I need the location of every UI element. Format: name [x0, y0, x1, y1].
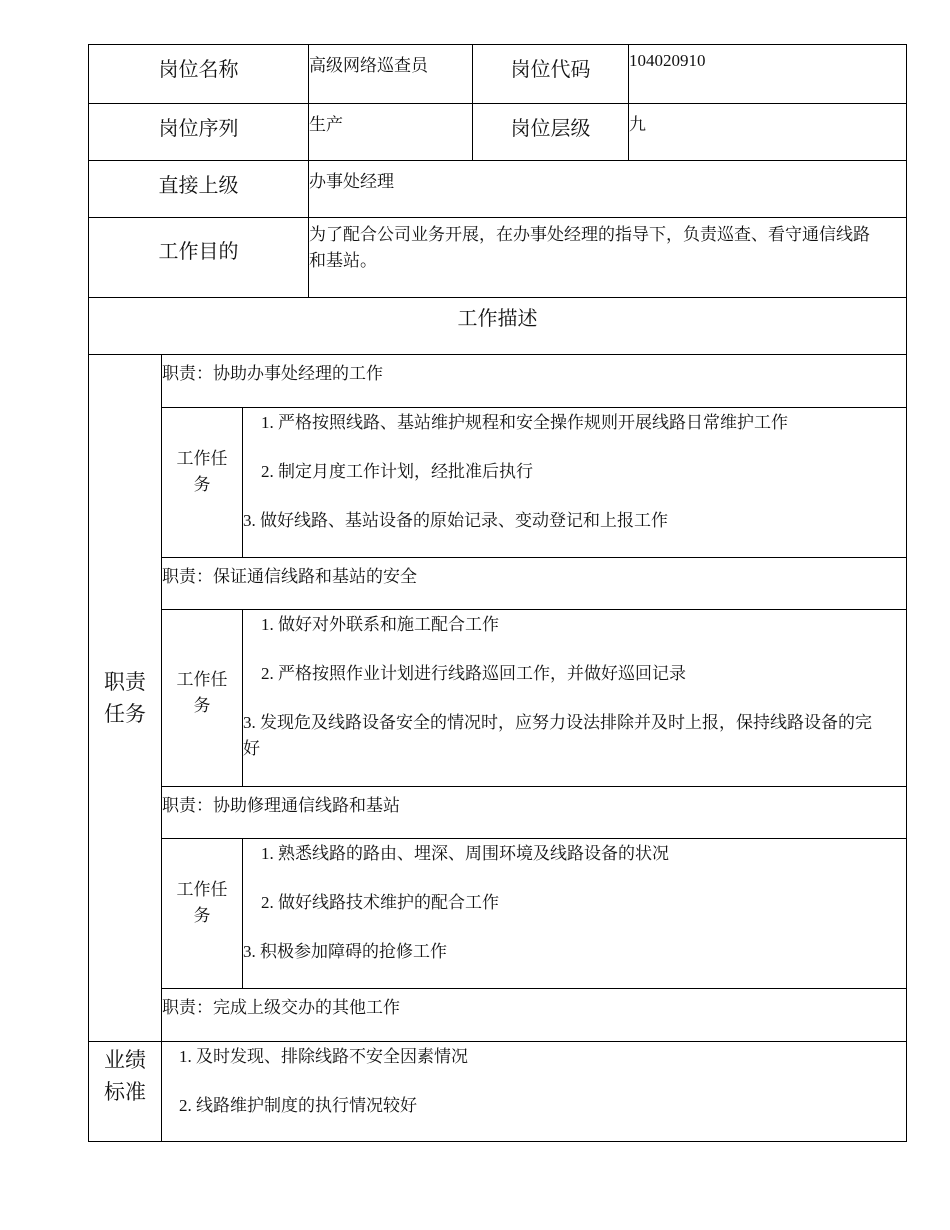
- task-label-3: 工作任务: [176, 879, 228, 925]
- duty-2: 职责：保证通信线路和基站的安全: [161, 557, 907, 610]
- performance-label-cell: [88, 1041, 162, 1142]
- task-3-3: 3. 积极参加障碍的抢修工作: [243, 942, 447, 961]
- task-list-1: [242, 407, 907, 558]
- post-sequence-label: 岗位序列: [88, 103, 309, 161]
- task-list-3: [242, 838, 907, 989]
- post-name-label: 岗位名称: [88, 44, 309, 104]
- performance-label: 业绩标准: [104, 1048, 146, 1104]
- task-list-2: [242, 609, 907, 787]
- post-code-label: 岗位代码: [472, 44, 629, 104]
- task-2-2: 2. 严格按照作业计划进行线路巡回工作，并做好巡回记录: [261, 664, 686, 683]
- task-1-1: 1. 严格按照线路、基站维护规程和安全操作规则开展线路日常维护工作: [261, 413, 788, 432]
- superior-value: 办事处经理: [308, 160, 907, 218]
- post-sequence-value: 生产: [308, 103, 473, 161]
- performance-list: [161, 1041, 907, 1142]
- superior-label: 直接上级: [88, 160, 309, 218]
- task-label-cell-3: [161, 838, 243, 989]
- duty-3: 职责：协助修理通信线路和基站: [161, 786, 907, 839]
- purpose-label: 工作目的: [88, 217, 309, 298]
- task-3-1: 1. 熟悉线路的路由、埋深、周围环境及线路设备的状况: [261, 844, 669, 863]
- post-level-label: 岗位层级: [472, 103, 629, 161]
- task-label-cell-2: [161, 609, 243, 787]
- task-label-1: 工作任务: [176, 448, 228, 494]
- duty-1: 职责：协助办事处经理的工作: [161, 354, 907, 408]
- duty-4: 职责：完成上级交办的其他工作: [161, 988, 907, 1042]
- task-label-2: 工作任务: [176, 670, 228, 715]
- task-1-2: 2. 制定月度工作计划，经批准后执行: [261, 462, 533, 481]
- purpose-value: 为了配合公司业务开展，在办事处经理的指导下，负责巡查、看守通信线路和基站。: [308, 217, 907, 298]
- post-level-value: 九: [628, 103, 907, 161]
- work-description-title: 工作描述: [88, 297, 907, 355]
- performance-item-2: 2. 线路维护制度的执行情况较好: [179, 1096, 417, 1115]
- task-2-3: 3. 发现危及线路设备安全的情况时，应努力设法排除并及时上报，保持线路设备的完好: [243, 713, 872, 758]
- task-label-cell-1: [161, 407, 243, 558]
- post-name-value: 高级网络巡查员: [308, 44, 473, 104]
- duties-label: 职责任务: [104, 670, 146, 726]
- task-3-2: 2. 做好线路技术维护的配合工作: [261, 893, 499, 912]
- performance-item-1: 1. 及时发现、排除线路不安全因素情况: [179, 1047, 468, 1066]
- post-code-value: 104020910: [628, 44, 907, 104]
- duties-label-cell: [88, 354, 162, 1042]
- task-1-3: 3. 做好线路、基站设备的原始记录、变动登记和上报工作: [243, 511, 668, 530]
- job-description-table: [88, 44, 907, 1142]
- task-2-1: 1. 做好对外联系和施工配合工作: [261, 615, 499, 634]
